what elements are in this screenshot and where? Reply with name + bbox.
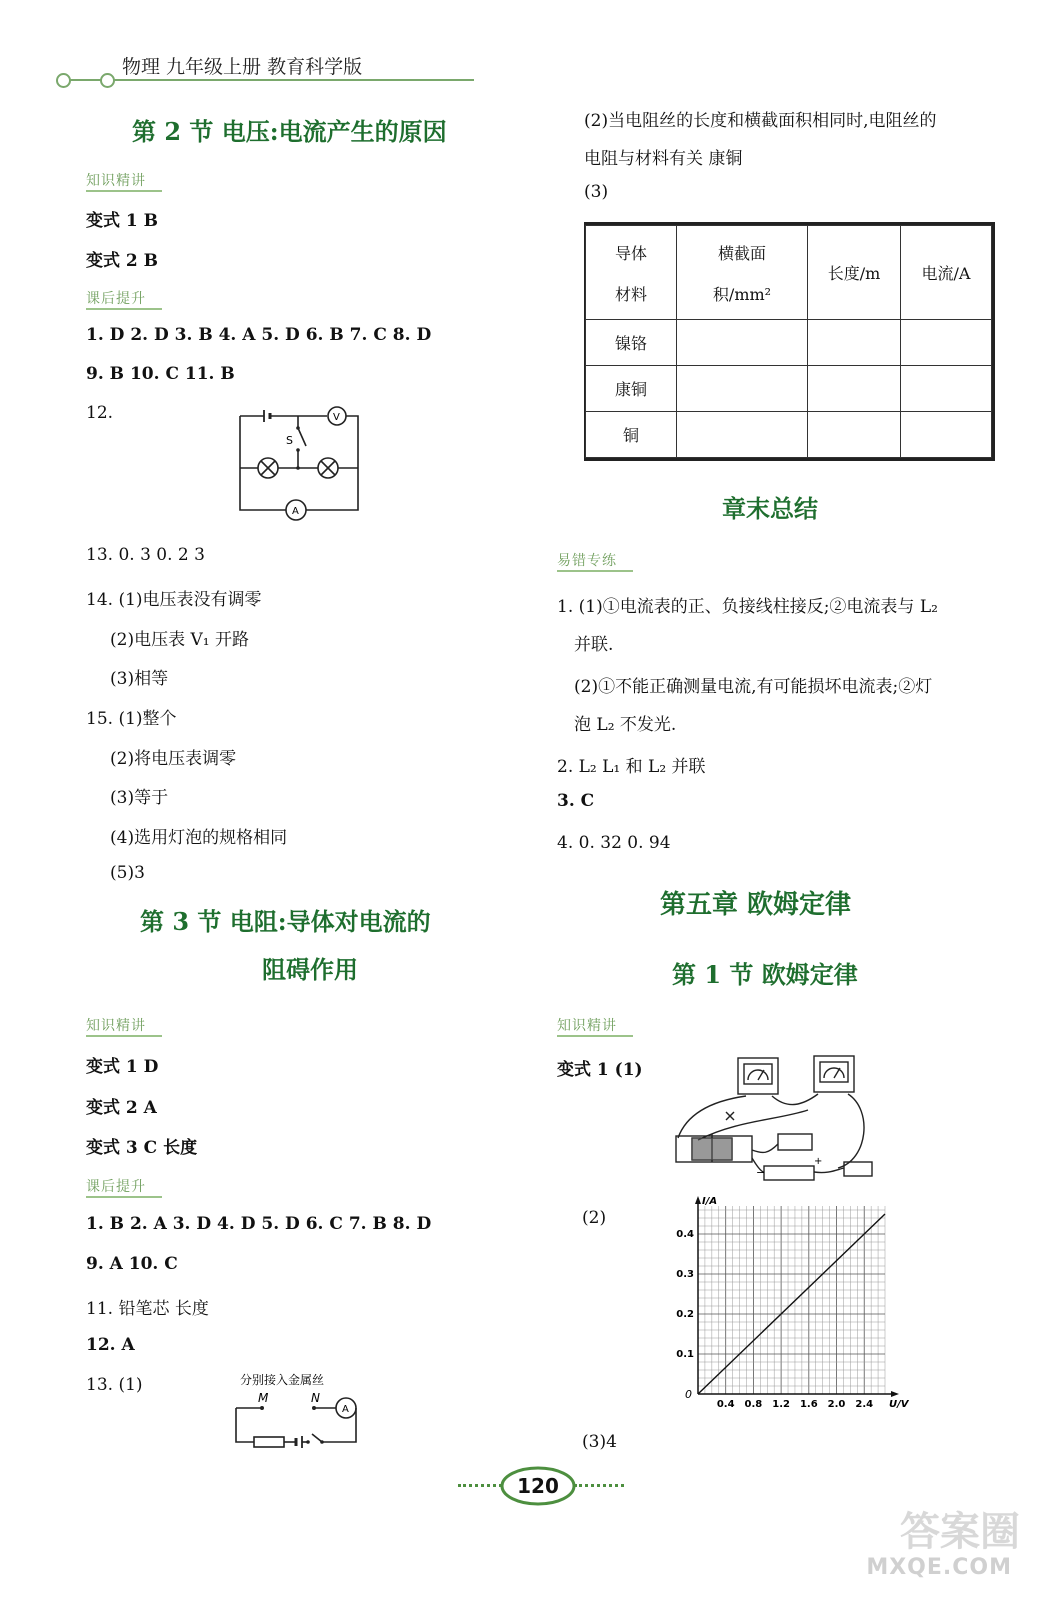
answer-line: 变式 1 D (86, 1057, 159, 1077)
circuit-caption: 分别接入金属丝 (240, 1373, 325, 1387)
y-tick-label: 0.4 (676, 1229, 694, 1240)
answer-line: 2. L₂ L₁ 和 L₂ 并联 (557, 757, 706, 777)
answer-line: 1. (1)①电流表的正、负接线柱接反;②电流表与 L₂ (557, 597, 938, 617)
chapter-5-title: 第五章 欧姆定律 (660, 890, 852, 920)
table-header-current: 电流/A (901, 226, 992, 320)
answer-line: 4. 0. 32 0. 94 (557, 833, 671, 853)
circuit-diagram-13 (226, 1372, 366, 1454)
x-axis-label: U/V (889, 1399, 909, 1410)
answer-line: 变式 1 B (86, 211, 159, 231)
table-header-area: 横截面 积/mm² (677, 226, 808, 320)
section-2-title: 第 2 节 电压:电流产生的原因 (132, 117, 447, 146)
table-header-material: 导体 材料 (586, 226, 677, 320)
y-tick-label: 0.1 (676, 1349, 694, 1360)
voltmeter-symbol: V (333, 412, 340, 423)
answer-line: 13. (1) (86, 1375, 143, 1395)
section-3-title: 第 3 节 电阻:导体对电流的 (140, 907, 431, 936)
answer-line: (2)①不能正确测量电流,有可能损坏电流表;②灯 (574, 677, 933, 697)
answer-line: 12. A (86, 1335, 135, 1355)
apparatus-diagram (668, 1050, 878, 1190)
header-title: 物理 九年级上册 教育科学版 (122, 56, 363, 78)
answer-line: 12. (86, 403, 114, 423)
answer-line: (2)将电压表调零 (110, 749, 237, 769)
x-tick-label: 2.4 (855, 1399, 874, 1410)
page-number: 120 (517, 1474, 559, 1498)
section-3-title-line2: 阻碍作用 (262, 955, 358, 984)
section-1-title: 第 1 节 欧姆定律 (672, 960, 858, 989)
switch-label: S (286, 434, 293, 447)
header-dot-right (100, 73, 115, 88)
y-tick-label: 0.3 (676, 1269, 694, 1280)
answer-line: 变式 2 A (86, 1098, 157, 1118)
answer-line: 变式 2 B (86, 251, 159, 271)
y-axis-label: I/A (702, 1196, 718, 1207)
page-number-badge (500, 1466, 576, 1506)
x-tick-label: 1.2 (772, 1399, 790, 1410)
origin-label: 0 (685, 1388, 692, 1401)
svg-text:−: − (756, 1166, 766, 1179)
answer-line: 3. C (557, 791, 595, 811)
x-tick-label: 2.0 (827, 1399, 846, 1410)
label-knowledge: 知识精讲 (557, 1015, 617, 1035)
x-tick-label: 0.8 (744, 1399, 763, 1410)
label-after-class: 课后提升 (86, 288, 146, 308)
watermark-logo: 答案圈 (900, 1509, 1020, 1555)
label-after-class: 课后提升 (86, 1176, 146, 1196)
answer-line: 13. 0. 3 0. 2 3 (86, 545, 205, 565)
answer-line: 电阻与材料有关 康铜 (584, 149, 743, 169)
ammeter-symbol: A (342, 1404, 349, 1415)
table-row: 镍铬 (586, 320, 992, 366)
terminal-m-label: M (258, 1391, 269, 1405)
answer-line: 变式 3 C 长度 (86, 1138, 198, 1158)
answer-line: (2)当电阻丝的长度和横截面积相同时,电阻丝的 (584, 111, 937, 131)
answer-line: 1. D 2. D 3. B 4. A 5. D 6. B 7. C 8. D (86, 325, 432, 345)
page-number-dots-left (458, 1484, 502, 1487)
chapter-summary-title: 章末总结 (722, 494, 818, 523)
answer-line: 并联. (574, 635, 614, 655)
answer-line: 15. (1)整个 (86, 709, 177, 729)
header-dot-left (56, 73, 71, 88)
x-tick-label: 0.4 (716, 1399, 735, 1410)
x-axis-arrow (891, 1391, 899, 1397)
answer-line: 泡 L₂ 不发光. (574, 715, 677, 735)
answer-line: 11. 铅笔芯 长度 (86, 1299, 209, 1319)
ammeter-symbol: A (292, 506, 299, 517)
label-knowledge: 知识精讲 (86, 170, 146, 190)
table-row: 康铜 (586, 366, 992, 412)
svg-text:+: + (814, 1156, 823, 1167)
y-axis-arrow (695, 1196, 701, 1204)
table-row: 铜 (586, 412, 992, 458)
answer-line: 9. A 10. C (86, 1254, 178, 1274)
table-header-length: 长度/m (808, 226, 901, 320)
x-tick-label: 1.6 (799, 1399, 818, 1410)
data-table (585, 225, 992, 458)
data-table-frame (584, 222, 995, 461)
current-voltage-graph (670, 1196, 909, 1422)
answer-line: (3) (584, 182, 609, 202)
label-knowledge: 知识精讲 (86, 1015, 146, 1035)
page-number-dots-right (574, 1484, 624, 1487)
answer-line: (4)选用灯泡的规格相同 (110, 828, 288, 848)
answer-line: (3)4 (582, 1432, 617, 1452)
answer-line: 变式 1 (1) (557, 1060, 643, 1080)
answer-line: (3)相等 (110, 669, 169, 689)
answer-line: 14. (1)电压表没有调零 (86, 590, 262, 610)
answer-line: 9. B 10. C 11. B (86, 364, 235, 384)
header-rule (62, 79, 474, 81)
y-tick-label: 0.2 (676, 1309, 694, 1320)
answer-line: (5)3 (110, 863, 145, 883)
answer-line: (2)电压表 V₁ 开路 (110, 630, 249, 650)
circuit-diagram-12 (232, 402, 372, 526)
terminal-n-label: N (311, 1391, 320, 1405)
label-error-practice: 易错专练 (557, 550, 617, 570)
answer-line: (2) (582, 1208, 607, 1228)
watermark-url: MXQE.COM (866, 1555, 1012, 1580)
answer-line: (3)等于 (110, 788, 169, 808)
answer-line: 1. B 2. A 3. D 4. D 5. D 6. C 7. B 8. D (86, 1214, 432, 1234)
